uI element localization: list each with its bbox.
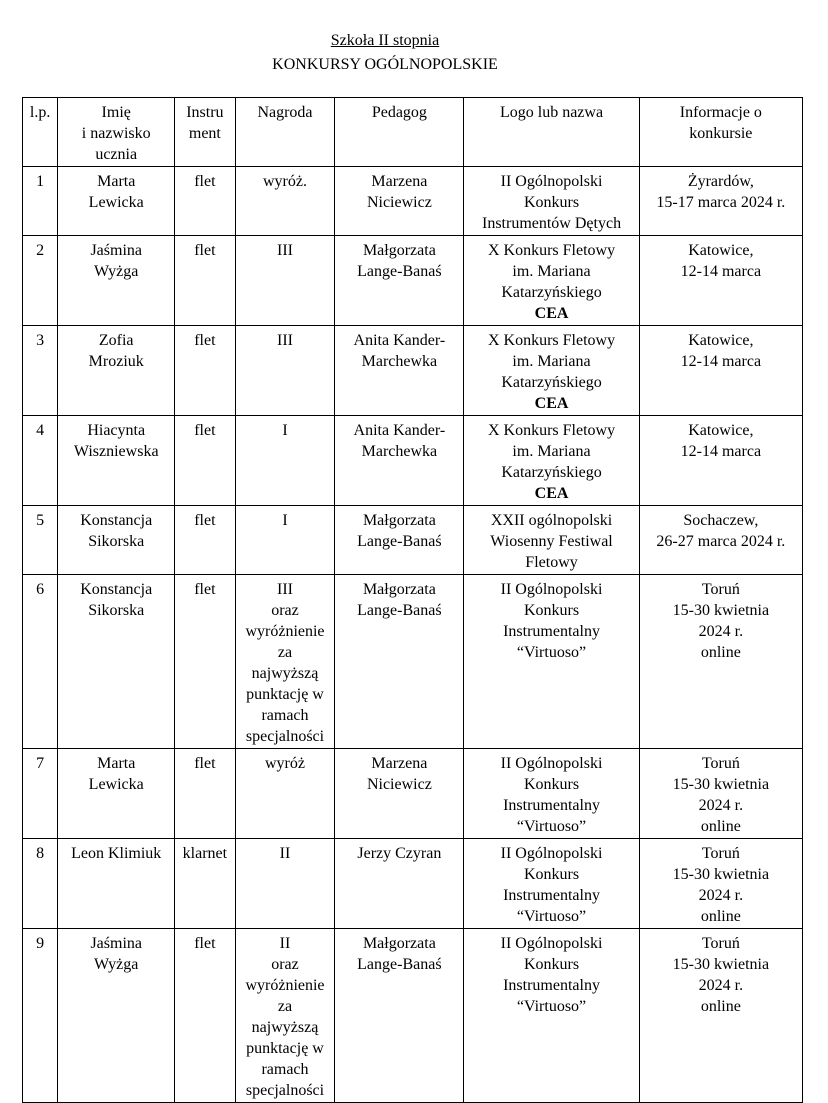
cell-text: flet	[194, 332, 216, 349]
cell-line: Anita Kander-	[353, 422, 446, 439]
cell-line: “Virtuoso”	[516, 644, 587, 661]
table-row	[23, 749, 803, 839]
cell-line: Toruń	[701, 581, 740, 598]
cell-student	[58, 749, 175, 839]
cell-line: Toruń	[701, 935, 740, 952]
cell-line: II	[279, 845, 291, 862]
header-text: ment	[188, 125, 221, 142]
contest-badge: CEA	[534, 305, 569, 322]
cell-line: II Ogólnopolski	[500, 581, 603, 598]
cell-line: wyróż.	[263, 173, 307, 190]
header-teacher	[335, 98, 464, 167]
cell-line: oraz	[271, 956, 299, 973]
header-text: Logo lub nazwa	[499, 104, 604, 121]
cell-line: I	[282, 422, 288, 439]
cell-line: Katarzyńskiego	[501, 464, 602, 481]
table-row	[23, 929, 803, 1103]
cell-line: Jerzy Czyran	[357, 845, 442, 862]
cell-line: Niciewicz	[366, 194, 432, 211]
cell-line: Lewicka	[88, 776, 144, 793]
cell-line: Toruń	[701, 755, 740, 772]
cell-line: Toruń	[701, 845, 740, 862]
cell-line: Marchewka	[361, 353, 438, 370]
header-text: i nazwisko	[81, 125, 151, 142]
cell-line: Mroziuk	[88, 353, 144, 370]
cell-line: II Ogólnopolski	[500, 935, 603, 952]
cell-line: “Virtuoso”	[516, 908, 587, 925]
cell-line: Wyżga	[94, 263, 139, 280]
cell-line: Leon Klimiuk	[71, 845, 162, 862]
cell-line: XXII ogólnopolski	[490, 512, 613, 529]
cell-line: Instrumentalny	[503, 887, 600, 904]
cell-line: Konkurs	[523, 776, 580, 793]
cell-line: 2024 r.	[698, 623, 744, 640]
cell-line: Instrumentów Dętych	[481, 215, 622, 232]
cell-text: 3	[36, 332, 45, 349]
cell-line: Instrumentalny	[503, 977, 600, 994]
cell-line: Marchewka	[361, 443, 438, 460]
cell-lp	[23, 416, 58, 506]
cell-line: online	[700, 818, 741, 835]
cell-text: 7	[36, 755, 45, 772]
cell-line: online	[700, 908, 741, 925]
cell-line: Małgorzata	[362, 242, 436, 259]
cell-line: 12-14 marca	[680, 443, 762, 460]
cell-line: Lange-Banaś	[357, 602, 442, 619]
cell-line: specjalności	[245, 1082, 325, 1099]
cell-line: punktację w	[246, 686, 324, 703]
cell-text: klarnet	[182, 845, 228, 862]
cell-line: wyróż	[265, 755, 305, 772]
cell-line: Lange-Banaś	[357, 263, 442, 280]
cell-student	[58, 236, 175, 326]
cell-contest	[464, 236, 639, 326]
cell-line: Anita Kander-	[353, 332, 446, 349]
cell-line: punktację w	[246, 1040, 324, 1057]
cell-line: im. Mariana	[512, 443, 591, 460]
document-title: KONKURSY OGÓLNOPOLSKIE	[272, 56, 498, 73]
cell-line: Lange-Banaś	[357, 956, 442, 973]
cell-line: oraz	[271, 602, 299, 619]
cell-line: II Ogólnopolski	[500, 173, 603, 190]
cell-line: Jaśmina	[90, 242, 142, 259]
header-student	[58, 98, 175, 167]
cell-line: Lewicka	[88, 194, 144, 211]
contests-table	[22, 97, 803, 1103]
cell-line: 12-14 marca	[680, 263, 762, 280]
cell-info	[639, 416, 802, 506]
cell-line: X Konkurs Fletowy	[487, 332, 616, 349]
cell-line: Hiacynta	[87, 422, 146, 439]
cell-text: 2	[36, 242, 45, 259]
cell-award	[235, 167, 335, 236]
cell-student	[58, 839, 175, 929]
cell-info	[639, 929, 802, 1103]
cell-text: 9	[36, 935, 45, 952]
cell-line: online	[700, 644, 741, 661]
cell-line: 2024 r.	[698, 977, 744, 994]
cell-line: Konkurs	[523, 602, 580, 619]
cell-instrument	[175, 236, 235, 326]
cell-info	[639, 236, 802, 326]
cell-line: Zofia	[98, 332, 134, 349]
cell-line: X Konkurs Fletowy	[487, 242, 616, 259]
cell-student	[58, 929, 175, 1103]
cell-line: Konstancja	[80, 581, 153, 598]
cell-text: flet	[194, 581, 216, 598]
cell-line: II	[279, 935, 291, 952]
cell-line: II Ogólnopolski	[500, 755, 603, 772]
cell-student	[58, 167, 175, 236]
header-info	[639, 98, 802, 167]
cell-instrument	[175, 839, 235, 929]
cell-lp	[23, 167, 58, 236]
cell-line: Instrumentalny	[503, 797, 600, 814]
cell-info	[639, 575, 802, 749]
cell-award	[235, 416, 335, 506]
cell-line: III	[277, 332, 293, 349]
header-lp	[23, 98, 58, 167]
cell-text: flet	[194, 512, 216, 529]
document-subtitle: Szkoła II stopnia	[330, 32, 440, 49]
cell-info	[639, 167, 802, 236]
cell-instrument	[175, 167, 235, 236]
cell-line: za	[277, 998, 293, 1015]
cell-contest	[464, 167, 639, 236]
header-text: l.p.	[29, 104, 51, 121]
cell-line: ramach	[261, 707, 309, 724]
cell-line: im. Mariana	[512, 353, 591, 370]
cell-line: Małgorzata	[362, 581, 436, 598]
cell-line: wyróżnienie	[245, 977, 325, 994]
cell-contest	[464, 575, 639, 749]
cell-teacher	[335, 929, 464, 1103]
cell-line: im. Mariana	[512, 263, 591, 280]
cell-teacher	[335, 236, 464, 326]
header-text: Pedagog	[371, 104, 427, 121]
cell-teacher	[335, 839, 464, 929]
cell-lp	[23, 236, 58, 326]
cell-line: Sochaczew,	[683, 512, 759, 529]
cell-line: II Ogólnopolski	[500, 845, 603, 862]
cell-instrument	[175, 749, 235, 839]
cell-text: 1	[36, 173, 45, 190]
cell-line: “Virtuoso”	[516, 818, 587, 835]
header-instrument	[175, 98, 235, 167]
table-body	[23, 167, 803, 1103]
cell-student	[58, 326, 175, 416]
cell-line: za	[277, 644, 293, 661]
cell-line: Małgorzata	[362, 512, 436, 529]
cell-text: 6	[36, 581, 45, 598]
cell-student	[58, 575, 175, 749]
cell-lp	[23, 326, 58, 416]
cell-instrument	[175, 416, 235, 506]
cell-contest	[464, 839, 639, 929]
cell-line: 2024 r.	[698, 887, 744, 904]
cell-contest	[464, 326, 639, 416]
cell-line: ramach	[261, 1061, 309, 1078]
cell-text: flet	[194, 422, 216, 439]
cell-line: Katarzyńskiego	[501, 284, 602, 301]
cell-line: 12-14 marca	[680, 353, 762, 370]
cell-line: Sikorska	[88, 602, 145, 619]
cell-line: specjalności	[245, 728, 325, 745]
cell-teacher	[335, 575, 464, 749]
cell-text: flet	[194, 173, 216, 190]
cell-line: Konkurs	[523, 866, 580, 883]
cell-line: 15-30 kwietnia	[672, 776, 770, 793]
cell-lp	[23, 575, 58, 749]
cell-line: Jaśmina	[90, 935, 142, 952]
table-row	[23, 416, 803, 506]
cell-contest	[464, 749, 639, 839]
cell-info	[639, 749, 802, 839]
cell-instrument	[175, 929, 235, 1103]
header-award	[235, 98, 335, 167]
cell-contest	[464, 416, 639, 506]
cell-line: Marta	[97, 755, 136, 772]
cell-line: III	[277, 242, 293, 259]
cell-line: 15-17 marca 2024 r.	[656, 194, 786, 211]
cell-line: Wiszniewska	[73, 443, 159, 460]
cell-info	[639, 506, 802, 575]
cell-student	[58, 416, 175, 506]
table-row	[23, 167, 803, 236]
cell-contest	[464, 506, 639, 575]
cell-line: Fletowy	[525, 554, 578, 571]
cell-line: Wyżga	[94, 956, 139, 973]
header-text: Instru	[186, 104, 224, 121]
cell-line: Marzena	[371, 173, 428, 190]
cell-award	[235, 326, 335, 416]
cell-line: wyróżnienie	[245, 623, 325, 640]
cell-text: flet	[194, 935, 216, 952]
cell-award	[235, 506, 335, 575]
table-row	[23, 506, 803, 575]
table-row	[23, 575, 803, 749]
header-text: Imię	[101, 104, 131, 121]
cell-line: Konstancja	[80, 512, 153, 529]
cell-line: Katowice,	[688, 422, 754, 439]
cell-line: Małgorzata	[362, 935, 436, 952]
cell-line: Katowice,	[688, 242, 754, 259]
cell-text: flet	[194, 242, 216, 259]
cell-student	[58, 506, 175, 575]
cell-instrument	[175, 575, 235, 749]
cell-line: Wiosenny Festiwal	[490, 533, 613, 550]
cell-line: I	[282, 512, 288, 529]
cell-line: III	[277, 581, 293, 598]
header-text: konkursie	[689, 125, 753, 142]
cell-line: 15-30 kwietnia	[672, 866, 770, 883]
cell-award	[235, 839, 335, 929]
cell-line: Katarzyńskiego	[501, 374, 602, 391]
table-row	[23, 326, 803, 416]
header-text: Informacje o	[679, 104, 762, 121]
cell-text: flet	[194, 755, 216, 772]
cell-teacher	[335, 326, 464, 416]
cell-line: Marta	[97, 173, 136, 190]
contest-badge: CEA	[534, 395, 569, 412]
cell-info	[639, 326, 802, 416]
cell-instrument	[175, 506, 235, 575]
cell-line: najwyższą	[251, 665, 319, 682]
cell-text: 5	[36, 512, 45, 529]
cell-teacher	[335, 506, 464, 575]
cell-teacher	[335, 416, 464, 506]
cell-line: Katowice,	[688, 332, 754, 349]
cell-line: Marzena	[371, 755, 428, 772]
cell-line: Lange-Banaś	[357, 533, 442, 550]
cell-award	[235, 749, 335, 839]
cell-line: “Virtuoso”	[516, 998, 587, 1015]
cell-line: 15-30 kwietnia	[672, 956, 770, 973]
cell-line: X Konkurs Fletowy	[487, 422, 616, 439]
cell-line: Konkurs	[523, 194, 580, 211]
table-header-row	[23, 98, 803, 167]
table-row	[23, 236, 803, 326]
cell-teacher	[335, 749, 464, 839]
table-row	[23, 839, 803, 929]
cell-teacher	[335, 167, 464, 236]
contest-badge: CEA	[534, 485, 569, 502]
cell-award	[235, 929, 335, 1103]
header-text: ucznia	[95, 146, 138, 163]
cell-line: 26-27 marca 2024 r.	[656, 533, 786, 550]
cell-lp	[23, 749, 58, 839]
header-contest	[464, 98, 639, 167]
cell-line: Instrumentalny	[503, 623, 600, 640]
cell-line: Sikorska	[88, 533, 145, 550]
cell-line: 15-30 kwietnia	[672, 602, 770, 619]
cell-info	[639, 839, 802, 929]
cell-line: 2024 r.	[698, 797, 744, 814]
cell-line: Konkurs	[523, 956, 580, 973]
cell-line: online	[700, 998, 741, 1015]
cell-text: 4	[36, 422, 45, 439]
cell-line: Niciewicz	[366, 776, 432, 793]
cell-instrument	[175, 326, 235, 416]
cell-award	[235, 236, 335, 326]
cell-lp	[23, 506, 58, 575]
cell-contest	[464, 929, 639, 1103]
cell-lp	[23, 929, 58, 1103]
cell-line: najwyższą	[251, 1019, 319, 1036]
cell-text: 8	[36, 845, 45, 862]
header-text: Nagroda	[257, 104, 313, 121]
cell-award	[235, 575, 335, 749]
cell-lp	[23, 839, 58, 929]
cell-line: Żyrardów,	[687, 173, 754, 190]
